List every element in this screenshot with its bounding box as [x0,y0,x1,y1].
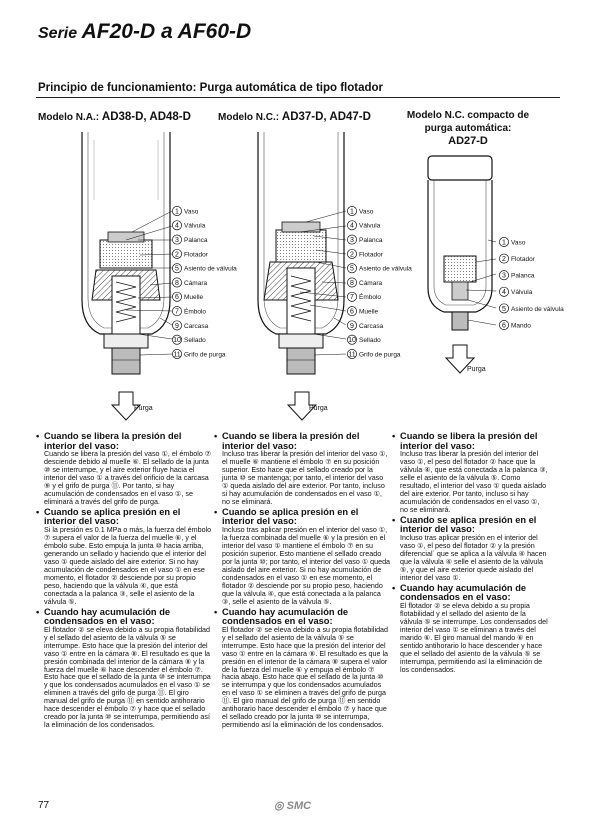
legend-left-item [172,206,198,215]
section-heading: • Cuando se libera la presión del interior del vaso: [36,431,182,451]
section-title: Principio de funcionamiento: Purga automática de tipo flotador [38,82,384,94]
model-compact-line1: Modelo N.C. compacto de [406,110,530,121]
section-body: El flotador ② se eleva debido a su propia flotabilidad y el sellado del asiento de la válvula ⑤ se interrumpe. Esto hace que la presión del interior del vaso ① entre en la cámara ⑧. El resultado es que la presión en el interior de la cámara ⑧ supera el valor de la fuerza del muelle ⑥ y empuja el émbolo ⑦ hacia abajo. Esto hace que el sellado de la junta ⑩ se interrumpa y que los condensados acumulados en el vaso ① se eliminen a través del grifo de purga ⑪. El giro manual del grifo de purga ⑪ en sentido antihorario hace descender el émbolo ⑦ y hace que el sellado creado por la junta ⑩ se interrumpa, permitiendo así la eliminación de los condensados. [222,625,389,730]
legend-label: Muelle [359,308,379,316]
legend-number: 6 [502,322,506,330]
legend-mid-item [347,349,401,358]
model-nc-prefix: Modelo N.C.: [218,112,282,123]
bullet-icon: • [214,506,218,517]
legend-right-item [499,237,525,246]
legend-number: 2 [502,256,506,263]
section-body: El flotador ② se eleva debido a su propia flotabilidad y el sellado del asiento de la válvula ⑤ se interrumpe. Los condensados del interior del vaso ① se eliminan a través del mando ⑥. El giro manual del mando ⑥ en sentido antihorario lo hace descender y hace que el sellado del asiento de la válvula ⑤ se interrumpa, permitiendo así la eliminación de los condensados. [400,601,548,674]
legend-number: 1 [175,208,179,216]
legend-number: 2 [175,251,179,259]
legend-number: 1 [502,239,506,247]
legend-label: Asiento de válvula [184,265,237,273]
text-column-na [36,431,212,730]
legend-label: Cámara [184,279,208,287]
legend-number: 3 [175,237,179,244]
diagram-nc [258,132,346,420]
legend-right-item [499,254,535,263]
legend-number: 9 [175,322,179,330]
legend-number: 6 [175,294,179,302]
legend-number: 3 [350,237,354,244]
legend-label: Grifo de purga [184,351,226,359]
legend-mid-item [347,278,382,287]
page-number: 77 [38,800,50,811]
section-body: Incluso tras liberar la presión del interior del vaso ①, el peso del flotador ② hace que la válvula ④, que está conectada a la palanca ③, selle el asiento de la válvula ⑤. Como resultado, el interior del vaso ① queda aislado del aire exterior. Por tanto, incluso si hay acumulación de condensados en el vaso ①, no se eliminará. [400,450,548,514]
legend-right-item [499,320,531,329]
logo-text: SMC [286,800,312,812]
legend-label: Palanca [511,272,535,280]
legend-label: Válvula [359,222,381,230]
legend-mid-item [347,321,383,330]
smc-logo-icon: ◎ [274,800,284,812]
legend-label: Émbolo [184,308,207,316]
section-heading: • Cuando se aplica presión en el interior del vaso: [392,514,537,535]
legend-label: Palanca [359,237,383,244]
text-column-compact [392,431,548,674]
legend-label: Válvula [184,222,206,230]
legend-label: Asiento de válvula [359,265,412,273]
purga-label-nc: Purga [309,405,328,412]
legend-right-item [499,271,534,280]
bullet-icon: • [36,506,40,517]
legend-number: 4 [175,222,179,230]
model-na-names: AD38-D, AD48-D [101,111,191,123]
section-body: Incluso tras aplicar presión en el interior del vaso ①, el peso del flotador ② y la presión diferencial´ que se aplica a la válvula ④ hacen que la válvula ④ selle el asiento de la válvula ⑤, y que el aire exterior quede aislado del interior del vaso ①. [400,534,547,582]
model-compact-line2: purga automática: [424,123,512,134]
legend-label: Carcasa [359,322,384,330]
section-heading: • Cuando se libera la presión del interior del vaso: [392,431,538,451]
legend-label: Grifo de purga [359,351,401,359]
legend-number: 9 [350,322,354,330]
legend-label: Muelle [184,294,204,302]
legend-mid-item [347,292,381,301]
model-compact-name: AD27-D [448,135,488,147]
section-heading: • Cuando hay acumulación de condensados en el vaso: [392,582,527,603]
section-body: Incluso tras liberar la presión del interior del vaso ①, el muelle ⑥ mantiene el émbolo ⑦ en su posición superior. Esto hace que el sellado creado por la junta ⑩ se mantenga; por tanto, el interior del vaso ① queda aislado del aire exterior. Por tanto, incluso si hay acumulación de condensados en el vaso ①, no se eliminará. [222,450,388,506]
legend-number: 10 [173,337,181,345]
legend-label: Cámara [359,279,383,287]
legend-mid-item [347,221,380,230]
legend-left-item [172,249,208,258]
legend-left-item [172,321,208,330]
legend-label: Flotador [359,251,383,259]
legend-label: Flotador [511,256,535,263]
section-body: El flotador ② se eleva debido a su propia flotabilidad y el sellado del asiento de la válvula ⑤ se interrumpe. Esto hace que la presión del interior del vaso ① entre en la cámara ⑧. El resultado es que la presión combinada del interior de la cámara ⑧ y la fuerza del muelle ⑥ hace descender el émbolo ⑦. Esto hace que el sellado de la junta ⑩ se interrumpa y que los condensados acumulados en el vaso ① se eliminen a través del grifo de purga ⑪. El giro manual del grifo de purga ⑪ en sentido antihorario hace descender el émbolo ⑦ y hace que el sellado creado por la junta ⑩ se interrumpa, permitiendo así la eliminación de los condensados. [44,625,211,730]
smc-logo [274,799,311,812]
legend-mid-item [347,206,373,215]
diagram-compact [428,156,496,373]
legend-number: 8 [175,279,179,287]
legend-label: Sellado [184,337,206,345]
section-heading: • Cuando se aplica presión en el interior del vaso: [36,506,181,527]
legend-number: 7 [175,308,179,316]
diagram-na [82,132,172,420]
legend-left-item [172,221,205,230]
legend-left-item [172,292,203,301]
bullet-icon: • [392,582,396,593]
section-heading: • Cuando se libera la presión del interior del vaso: [214,431,360,451]
legend-left-item [172,235,207,244]
legend-number: 4 [350,222,354,230]
serie-prefix: Serie [38,25,82,42]
legend-left-item [172,307,206,316]
bullet-icon: • [214,431,218,441]
legend-label: Palanca [184,237,208,244]
serie-models: AF20-D a AF60-D [81,20,252,43]
legend-number: 1 [350,208,354,216]
bullet-icon: • [36,606,40,617]
purga-label-compact: Purga [467,366,486,373]
legend-left-item [172,335,206,344]
legend-label: Vaso [511,239,526,247]
legend-number: 3 [502,272,506,280]
legend-label: Válvula [511,289,533,297]
legend-number: 11 [348,351,356,359]
legend-right-item [499,287,532,296]
legend-right-item [499,304,564,313]
legend-mid-item [347,235,382,244]
legend-mid-item [347,335,381,344]
legend-mid-item [347,249,383,258]
legend-label: Mando [511,322,531,330]
legend-number: 7 [350,294,354,302]
legend-number: 6 [350,308,354,316]
purga-label-na: Purga [134,405,153,412]
section-body: Cuando se libera la presión del vaso ①, el émbolo ⑦ desciende debido al muelle ⑥. El sellado de la junta ⑩ se interrumpe, y el aire exterior fluye hacia el interior del vaso ① a través del orificio de la carcasa ⑨ y el grifo de purga ⑪. Por tanto, si hay acumulación de condensados en el vaso ①, se eliminará a través del grifo de purga. [44,450,212,506]
model-nc-names: AD37-D, AD47-D [281,111,371,123]
legend-number: 5 [502,305,506,313]
legend-label: Flotador [184,251,208,259]
legend-label: Carcasa [184,322,209,330]
legend-label: Vaso [184,208,199,216]
section-heading: • Cuando se aplica presión en el interior del vaso: [214,506,359,527]
section-heading: • Cuando hay acumulación de condensados en el vaso: [214,606,349,627]
legend-mid-item [347,264,412,273]
section-body: Si la presión es 0.1 MPa o más, la fuerza del émbolo ⑦ supera el valor de la fuerza del muelle ⑥, y el émbolo sube. Esto empuja la junta ⑩ hacia arriba, generando un sellado y haciendo que el interior del vaso ① quede aislado del aire exterior. Si no hay acumulación de condensados en el vaso ① en ese momento, el flotador ② desciende por su propio peso, haciendo que la válvula ④, que está conectada a la palanca ③, selle el asiento de la válvula ⑤. [44,526,212,606]
legend-number: 8 [350,279,354,287]
legend-label: Émbolo [359,294,382,302]
bullet-icon: • [214,606,218,617]
text-column-nc [214,431,390,730]
legend-left-item [172,264,237,273]
legend-label: Sellado [359,337,381,345]
legend-number: 4 [502,289,506,297]
legend-number: 5 [175,265,179,273]
legend-mid-item [347,307,378,316]
bullet-icon: • [392,431,396,441]
legend-label: Vaso [359,208,374,216]
model-na-prefix: Modelo N.A.: [38,112,102,123]
legend-label: Asiento de válvula [511,305,564,313]
legend-number: 2 [350,251,354,259]
legend-number: 10 [348,337,356,345]
legend-left-item [172,278,207,287]
bullet-icon: • [36,431,40,441]
bullet-icon: • [392,514,396,525]
legend-number: 11 [173,351,181,359]
legend-number: 5 [350,265,354,273]
legend-left-item [172,349,226,358]
section-heading: • Cuando hay acumulación de condensados en el vaso: [36,606,171,627]
section-body: Incluso tras aplicar presión en el interior del vaso ①, la fuerza combinada del muelle ⑥ y la presión en el interior del vaso ① mantiene el émbolo ⑦ en su posición superior. Esto mantiene el sellado creado por la junta ⑩; por tanto, el interior del vaso ① queda aislado del aire exterior. Si no hay acumulación de condensados en el vaso ① en ese momento, el flotador ② desciende por su propio peso, haciendo que la válvula ④, que está conectada a la palanca ③, selle el asiento de la válvula ⑤. [222,526,391,606]
